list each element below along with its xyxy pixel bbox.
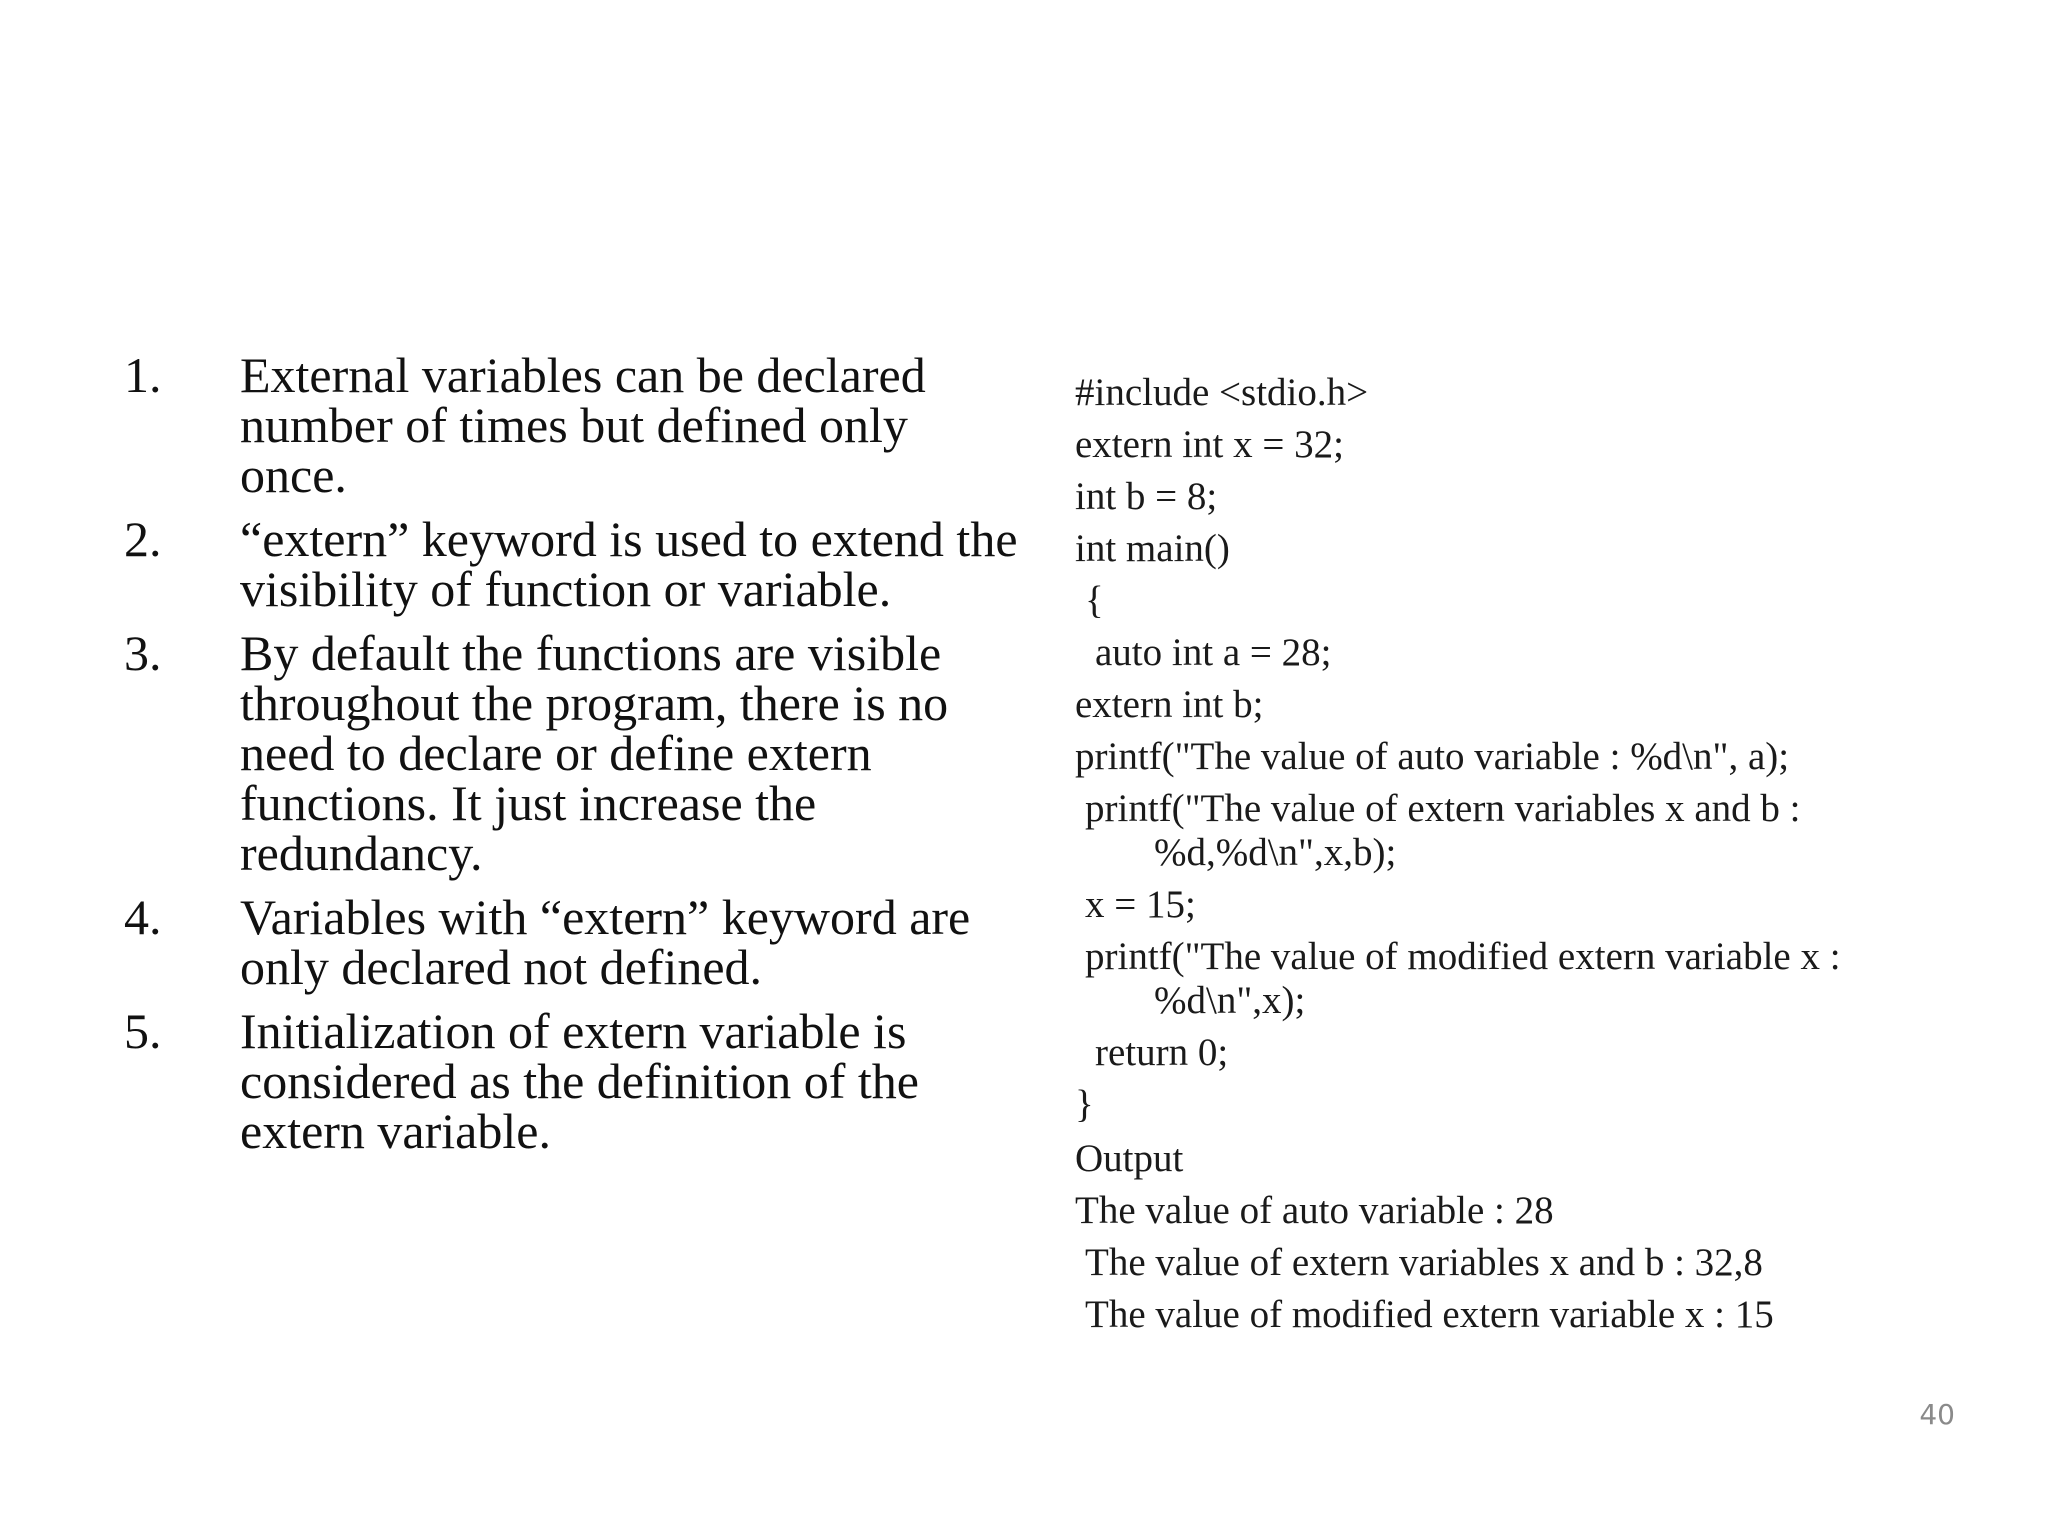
list-item-text: External variables can be declared number of times but defined only once.	[240, 347, 926, 503]
list-item-number: 4.	[124, 889, 162, 945]
code-line-printf-modified-part2: %d\n",x);	[1154, 979, 1306, 1022]
code-line-main: int main()	[1075, 527, 1230, 570]
list-item-text: Initialization of extern variable is considered as the definition of the extern variable.	[240, 1003, 919, 1159]
code-line-printf-extern-part1: printf("The value of extern variables x and b :	[1085, 787, 1801, 830]
code-line-include: #include <stdio.h>	[1075, 371, 1369, 414]
output-line: The value of modified extern variable x : 15	[1085, 1293, 1774, 1336]
list-item-number: 1.	[124, 347, 162, 403]
list-item	[124, 889, 1024, 995]
output-heading: Output	[1075, 1137, 1184, 1180]
code-line-printf-extern	[1075, 787, 1975, 875]
list-item-text: By default the functions are visible throughout the program, there is no need to declare or define extern functions. It just increase the redundancy.	[240, 625, 949, 881]
list-item	[124, 1003, 1024, 1159]
output-line: The value of extern variables x and b : 32,8	[1085, 1241, 1763, 1284]
list-item	[124, 625, 1024, 881]
code-line-extern-x: extern int x = 32;	[1075, 423, 1344, 466]
list-item	[124, 511, 1024, 617]
numbered-list	[124, 347, 1024, 1170]
code-line-assign-x: x = 15;	[1085, 883, 1196, 926]
code-line-printf-modified	[1075, 935, 1975, 1023]
list-item-number: 3.	[124, 625, 162, 681]
code-line-int-b: int b = 8;	[1075, 475, 1218, 518]
list-item	[124, 347, 1024, 503]
code-line-extern-b: extern int b;	[1075, 683, 1264, 726]
list-item-text: Variables with “extern” keyword are only declared not defined.	[240, 889, 971, 995]
code-example	[1075, 367, 1975, 1341]
code-line-auto-a: auto int a = 28;	[1095, 631, 1332, 674]
list-item-number: 5.	[124, 1003, 162, 1059]
code-line-printf-auto: printf("The value of auto variable : %d\n", a);	[1075, 735, 1790, 778]
list-item-number: 2.	[124, 511, 162, 567]
code-line-close-brace: }	[1075, 1083, 1094, 1126]
list-item-text: “extern” keyword is used to extend the visibility of function or variable.	[240, 511, 1018, 617]
page-number: 40	[1919, 1398, 1955, 1431]
code-line-printf-extern-part2: %d,%d\n",x,b);	[1154, 831, 1397, 874]
code-line-printf-modified-part1: printf("The value of modified extern variable x :	[1085, 935, 1841, 978]
output-line: The value of auto variable : 28	[1075, 1189, 1554, 1232]
code-line-open-brace: {	[1085, 579, 1104, 622]
code-line-return: return 0;	[1095, 1031, 1229, 1074]
